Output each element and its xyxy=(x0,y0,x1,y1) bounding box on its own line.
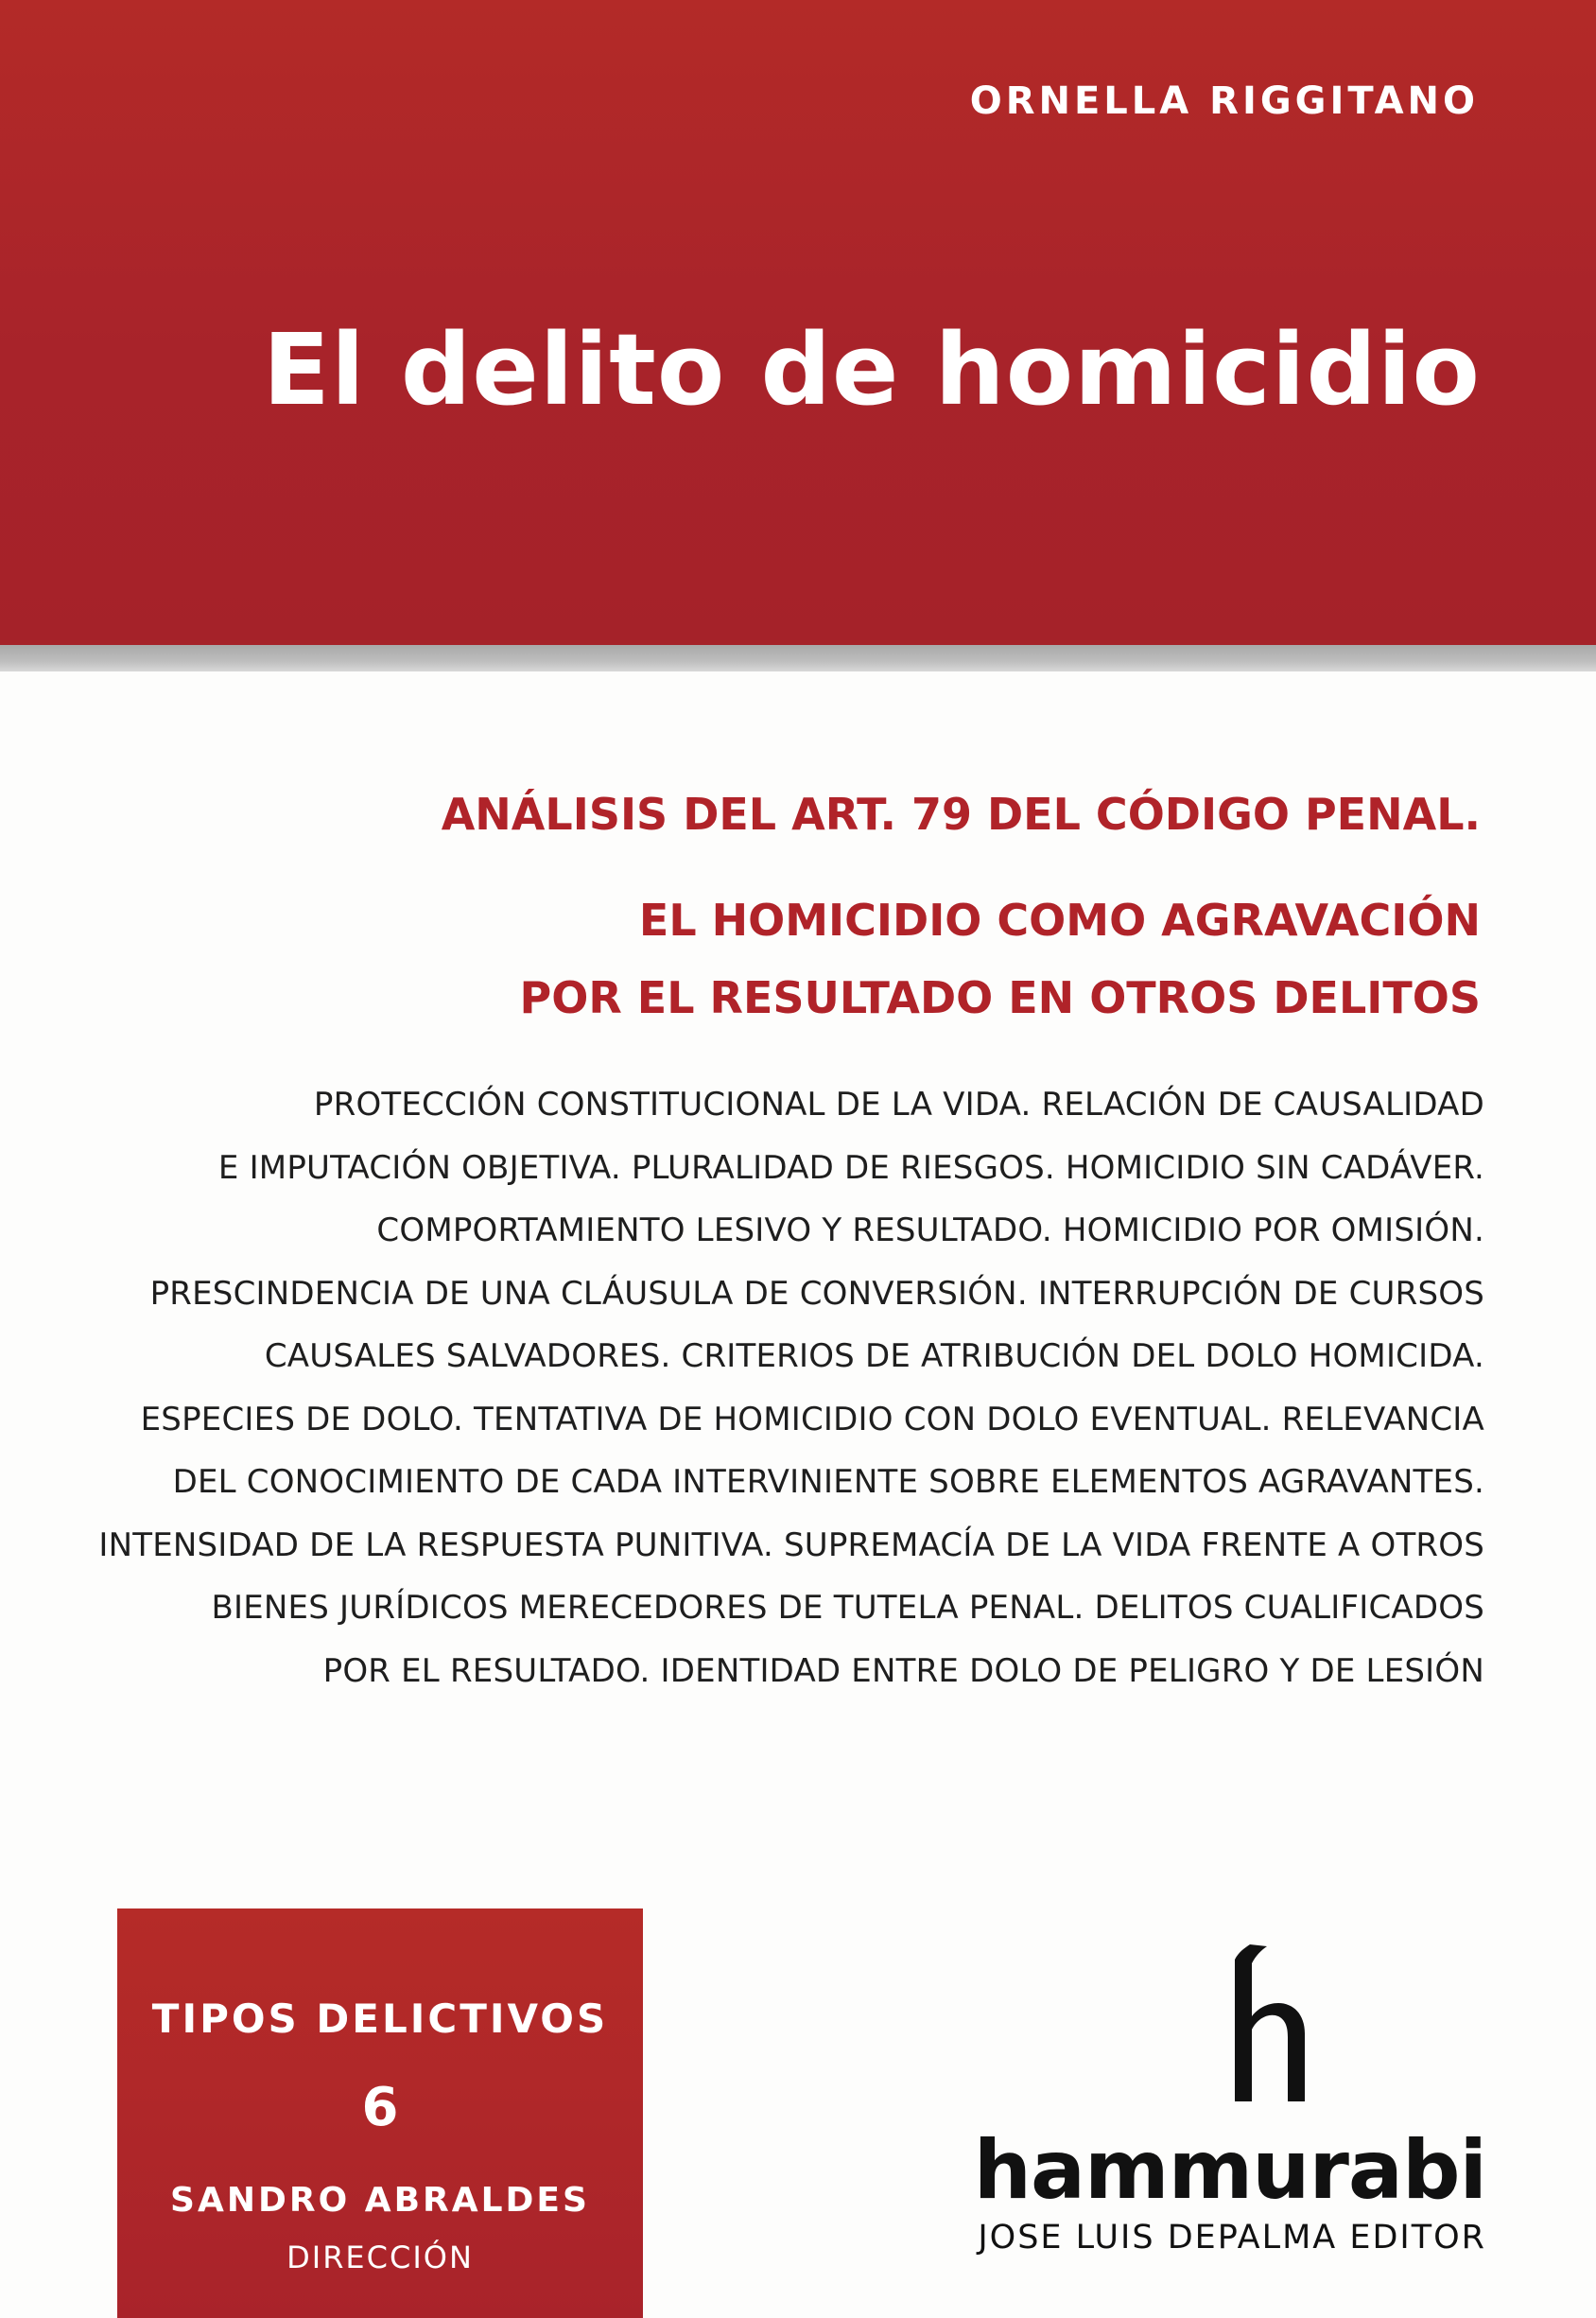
subtitle-line: POR EL RESULTADO EN OTROS DELITOS xyxy=(519,972,1481,1023)
subtitle-line: EL HOMICIDIO COMO AGRAVACIÓN xyxy=(638,895,1481,946)
topic-line: E IMPUTACIÓN OBJETIVA. PLURALIDAD DE RIESGOS. HOMICIDIO SIN CADÁVER. xyxy=(217,1148,1484,1187)
publisher-name: hammurabi xyxy=(973,2123,1486,2218)
topic-line: POR EL RESULTADO. IDENTIDAD ENTRE DOLO DE PELIGRO Y DE LESIÓN xyxy=(322,1651,1484,1690)
topic-line: COMPORTAMIENTO LESIVO Y RESULTADO. HOMICIDIO POR OMISIÓN. xyxy=(376,1211,1484,1249)
subtitle-block xyxy=(157,776,1481,1037)
publisher-subtitle: JOSE LUIS DEPALMA EDITOR xyxy=(978,2219,1486,2257)
top-red-band xyxy=(0,0,1596,645)
series-name: TIPOS DELICTIVOS xyxy=(151,1996,609,2042)
topic-line: PROTECCIÓN CONSTITUCIONAL DE LA VIDA. RELACIÓN DE CAUSALIDAD xyxy=(313,1086,1484,1124)
topic-line: CAUSALES SALVADORES. CRITERIOS DE ATRIBUCIÓN DEL DOLO HOMICIDA. xyxy=(264,1337,1484,1375)
series-box xyxy=(117,1908,643,2318)
series-number: 6 xyxy=(361,2077,399,2138)
series-role: DIRECCIÓN xyxy=(286,2240,474,2275)
author-name: ORNELLA RIGGITANO xyxy=(969,79,1479,123)
topics-list xyxy=(9,1073,1484,1702)
topic-line: INTENSIDAD DE LA RESPUESTA PUNITIVA. SUPREMACÍA DE LA VIDA FRENTE A OTROS xyxy=(98,1525,1484,1564)
book-title: El delito de homicidio xyxy=(262,312,1481,427)
topic-line: BIENES JURÍDICOS MERECEDORES DE TUTELA PENAL. DELITOS CUALIFICADOS xyxy=(211,1589,1484,1627)
subtitle-line: ANÁLISIS DEL ART. 79 DEL CÓDIGO PENAL. xyxy=(441,789,1481,840)
series-director: SANDRO ABRALDES xyxy=(170,2181,590,2220)
topic-line: PRESCINDENCIA DE UNA CLÁUSULA DE CONVERSIÓN. INTERRUPCIÓN DE CURSOS xyxy=(149,1274,1484,1313)
gray-divider-stripe xyxy=(0,645,1596,671)
topic-line: ESPECIES DE DOLO. TENTATIVA DE HOMICIDIO CON DOLO EVENTUAL. RELEVANCIA xyxy=(140,1400,1484,1438)
publisher-logo-icon xyxy=(1201,1939,1324,2109)
topic-line: DEL CONOCIMIENTO DE CADA INTERVINIENTE SOBRE ELEMENTOS AGRAVANTES. xyxy=(172,1463,1484,1501)
